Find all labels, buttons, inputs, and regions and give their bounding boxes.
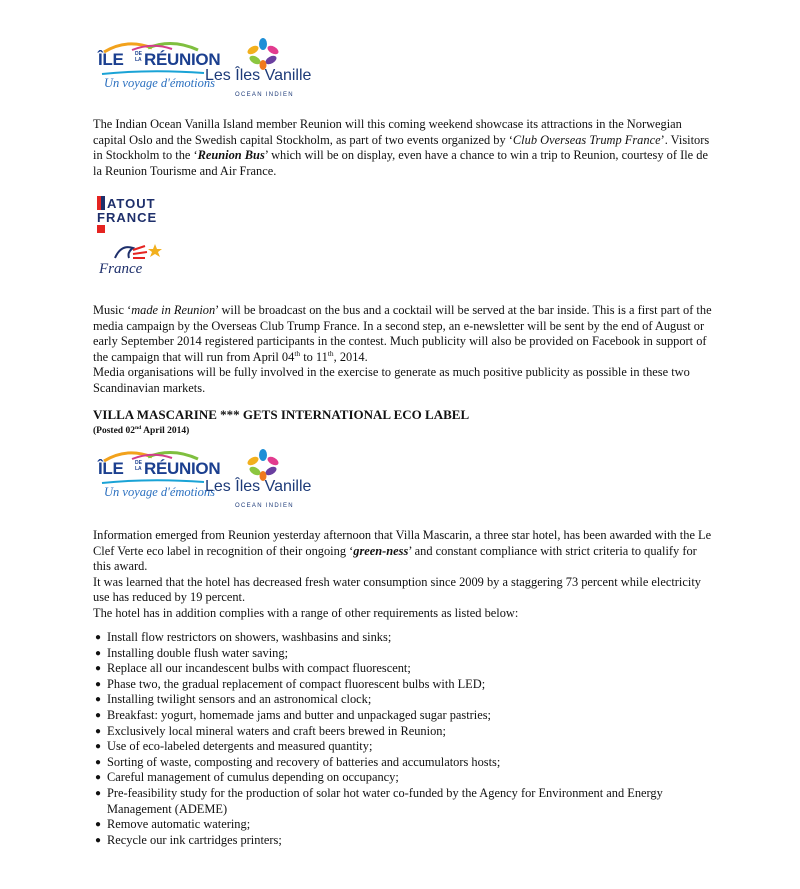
text-run: ’. Visitors in Stockholm to the ‘ (93, 132, 710, 163)
bullet-icon: ● (95, 709, 102, 721)
list-item (93, 833, 723, 849)
vanille-subtitle: OCEAN INDIEN (235, 503, 294, 509)
article2-paragraph1 (93, 528, 715, 575)
vanilla-flower-icon (243, 449, 283, 481)
atout-red-square (97, 225, 105, 233)
list-item (93, 677, 723, 693)
club-name-italic: Club Overseas Trump France (512, 132, 661, 147)
list-item-text: Phase two, the gradual replacement of compact fluorescent bulbs with LED; (107, 676, 486, 691)
reunion-word-reunion: RÉUNION (144, 50, 221, 69)
text-run: The Indian Ocean Vanilla Island member Reunion will this coming weekend showcase its attractions in the Norwegian capital Oslo and the Swedish capital Stockholm, as part of two events organized by ‘ (93, 117, 682, 147)
list-item-text: Recycle our ink cartridges printers; (107, 832, 282, 847)
bullet-icon: ● (95, 772, 102, 784)
atout-blue-bar (101, 196, 105, 210)
text-run: ’ and constant compliance with strict criteria to qualify for this award. (93, 543, 697, 574)
reunion-small-de: DE (135, 51, 142, 57)
text-run: Music ‘ (93, 303, 132, 317)
superscript: nd (134, 424, 142, 431)
bullet-icon: ● (95, 834, 102, 846)
atout-line2: FRANCE (97, 210, 158, 225)
bullet-icon: ● (95, 663, 102, 675)
reunion-small-de: DE (135, 460, 142, 466)
list-item-text: Exclusively local mineral waters and craft beers brewed in Reunion; (107, 723, 446, 738)
reunion-tagline: Un voyage d'émotions (104, 485, 215, 499)
vanille-subtitle: OCEAN INDIEN (235, 92, 294, 98)
text-run: ’ will be broadcast on the bus and a cocktail will be served at the bar inside. This is a first part of the media campaign by the Overseas Club Trump France. In a second step, an e-newsletter will be sent by the end of August or early September 2014 registered participants in the contest. Much publicity will also be provided on Facebook in support of the campaign that will run from April 04 (93, 303, 712, 364)
reunion-small-la: LA (135, 465, 142, 472)
article2-heading: VILLA MASCARINE *** GETS INTERNATIONAL ECO LABEL (93, 407, 470, 422)
vanille-wordmark: Les Îles Vanille (205, 67, 312, 84)
ile-de-la-reunion-logo-2 (98, 449, 221, 511)
atout-line1: ATOUT (107, 196, 156, 211)
list-item (93, 646, 723, 662)
reunion-word-reunion: RÉUNION (144, 459, 221, 478)
bullet-icon: ● (95, 819, 102, 831)
reunion-small-text (135, 461, 142, 472)
list-item (93, 692, 723, 708)
list-item (93, 817, 723, 833)
list-item (93, 770, 723, 786)
list-item-text: Pre-feasibility study for the production of solar hot water co-funded by the Agency for Environment and Energy Management (ADEME) (107, 785, 663, 816)
list-item-text: Replace all our incandescent bulbs with compact fluorescent; (107, 661, 411, 676)
text-run: ’ which will be on display, even have a chance to win a trip to Reunion, courtesy of Ile de la Reunion Tourisme and Air France. (93, 148, 708, 178)
article2-paragraph3: The hotel has in addition complies with a range of other requirements as listed below: (93, 605, 519, 620)
article1-paragraph3: Media organisations will be fully involved in the exercise to generate as much positive publicity as possible in these two Scandinavian markets. (93, 365, 690, 395)
list-item (93, 786, 723, 817)
ile-de-la-reunion-logo (98, 40, 221, 102)
france-script-word: France (99, 261, 143, 277)
list-item-text: Installing twilight sensors and an astronomical clock; (107, 692, 372, 707)
bullet-icon: ● (95, 647, 102, 659)
posted-date (93, 424, 189, 440)
bullet-icon: ● (95, 741, 102, 753)
article1-paragraph2 (93, 303, 715, 397)
bullet-icon: ● (95, 694, 102, 706)
reunion-small-text (135, 52, 142, 63)
made-in-reunion-italic: made in Reunion (131, 303, 216, 317)
vanilla-flower-icon (243, 38, 283, 70)
list-item-text: Remove automatic watering; (107, 817, 251, 832)
list-item (93, 755, 723, 771)
list-item-text: Use of eco-labeled detergents and measured quantity; (107, 739, 373, 754)
bullet-icon: ● (95, 787, 102, 799)
list-item (93, 739, 723, 755)
article2-body (93, 528, 715, 622)
article2-paragraph2: It was learned that the hotel has decreased fresh water consumption since 2009 by a staggering 73 percent while electricity use has reduced by 19 percent. (93, 574, 701, 605)
france-tourism-logo (93, 240, 173, 286)
iles-vanille-logo (205, 38, 329, 100)
article1-paragraph1 (93, 117, 715, 179)
list-item-text: Install flow restrictors on showers, washbasins and sinks; (107, 630, 392, 644)
list-item-text: Sorting of waste, composting and recovery of batteries and accumulators hosts; (107, 754, 501, 769)
text-run: Information emerged from Reunion yesterday afternoon that Villa Mascarin, a three star hotel, has been awarded with the Le Clef Verte eco label in recognition of their ongoing ‘ (93, 528, 712, 558)
list-item (93, 724, 723, 740)
list-item (93, 661, 723, 677)
list-item-text: Breakfast: yogurt, homemade jams and butter and unpackaged sugar pastries; (107, 707, 491, 722)
atout-france-logo (97, 196, 177, 236)
list-item-text: Careful management of cumulus depending on occupancy; (107, 770, 399, 785)
iles-vanille-logo-2 (205, 449, 329, 511)
list-item-text: Installing double flush water saving; (107, 645, 289, 660)
bullet-icon: ● (95, 632, 102, 643)
requirements-list (93, 630, 723, 848)
list-item (93, 708, 723, 724)
text-run: to 11 (300, 349, 328, 364)
list-item (93, 630, 723, 646)
reunion-bus-emphasis: Reunion Bus (197, 148, 265, 163)
reunion-small-la: LA (135, 56, 142, 63)
superscript: th (294, 348, 301, 358)
green-ness-emphasis: green-ness (353, 543, 409, 558)
vanille-wordmark: Les Îles Vanille (205, 478, 312, 495)
reunion-word-ile: ÎLE (98, 459, 124, 478)
reunion-word-ile: ÎLE (98, 50, 124, 69)
bullet-icon: ● (95, 678, 102, 690)
reunion-tagline: Un voyage d'émotions (104, 76, 215, 90)
bullet-icon: ● (95, 725, 102, 737)
bullet-icon: ● (95, 756, 102, 768)
superscript: th (327, 348, 334, 358)
posted-prefix: (Posted 02 (93, 426, 135, 436)
text-run: , 2014. (333, 349, 368, 364)
posted-suffix: April 2014) (141, 426, 190, 436)
